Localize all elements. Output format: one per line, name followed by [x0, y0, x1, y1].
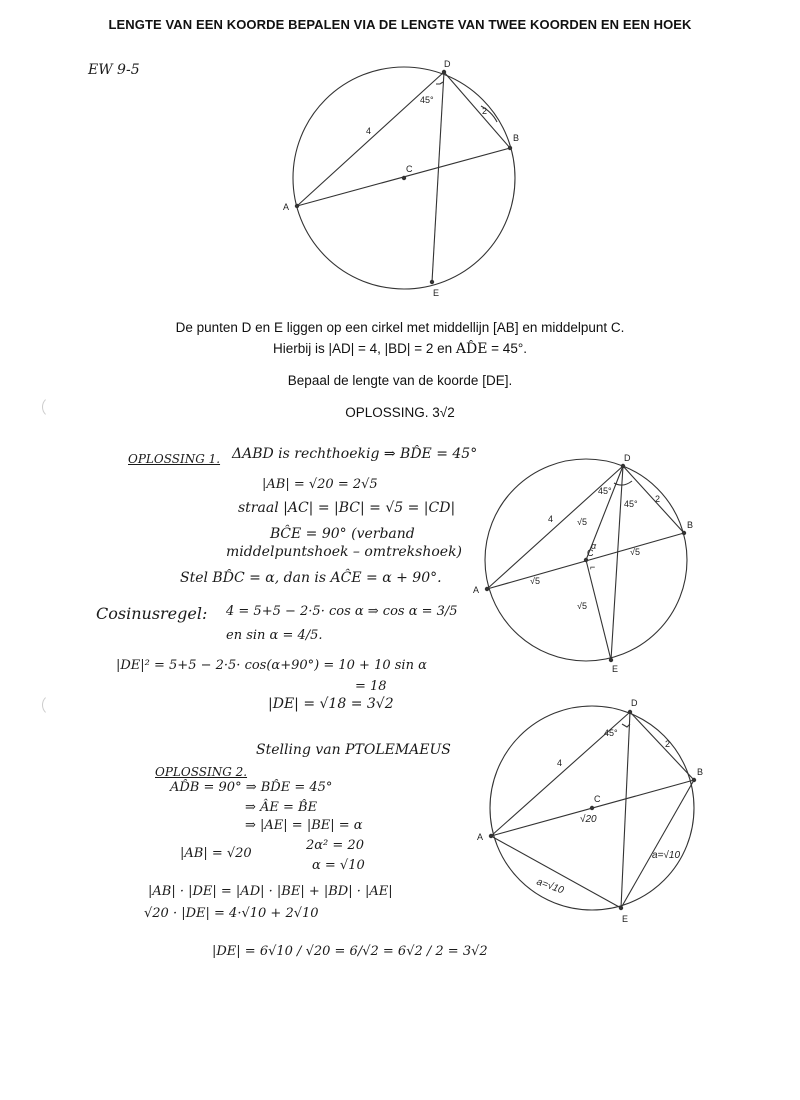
figure-3-label-a: A [477, 832, 484, 842]
figure-1-label-b: B [513, 133, 520, 143]
solution-2-line-4a: |AB| = √20 [180, 846, 252, 861]
solution-2-line-6: |AB| · |DE| = |AD| · |BE| + |BD| · |AE| [148, 884, 393, 899]
figure-2-radius-label-4: √5 [577, 601, 587, 611]
figure-1-length-bd: 2 [482, 106, 488, 116]
figure-3-chord-be [621, 780, 694, 908]
solution-1-line-7: 4 = 5+5 − 2·5· cos α ⇒ cos α = 3/5 [226, 604, 458, 619]
solution-2-line-2: ⇒ ÂE = B̂E [245, 800, 318, 815]
solution-2-line-7: √20 · |DE| = 4·√10 + 2√10 [144, 906, 319, 921]
figure-2-label-c: C [587, 548, 594, 558]
figure-3-length-ad: 4 [557, 758, 563, 768]
figure-3-chord-bd [630, 712, 694, 780]
figure-2-radius-label-3: √5 [530, 576, 540, 586]
answer-line [0, 405, 800, 420]
answer-label: OPLOSSING. [345, 405, 429, 420]
figure-3-chord-de [621, 712, 630, 908]
figure-2-chord-de [611, 466, 623, 660]
figure-2-length-ad: 4 [548, 514, 554, 524]
figure-2-angle-2: 45° [624, 499, 638, 509]
figure-1-label-c: C [406, 164, 413, 174]
figure-2-radius-label-2: √5 [630, 547, 640, 557]
figure-3-be-label: a=√10 [652, 850, 681, 861]
solution-1-label: OPLOSSING 1. [128, 452, 221, 466]
problem-line-2-prefix: Hierbij is |AD| = 4, |BD| = 2 en [273, 341, 456, 356]
figure-3-chord-ae [491, 836, 621, 908]
binder-hole-mark-top [42, 396, 64, 418]
exercise-reference: EW 9-5 [88, 62, 140, 78]
solution-2-line-5: α = √10 [312, 858, 365, 873]
solution-1-line-6: Stel BD̂C = α, dan is AĈE = α + 90°. [180, 570, 442, 586]
figure-2-label-b: B [687, 520, 694, 530]
figure-2-alpha-label: α [591, 541, 597, 551]
solution-2-heading: Stelling van PTOLEMAEUS [256, 742, 451, 758]
page-title: LENGTE VAN EEN KOORDE BEPALEN VIA DE LENGTE VAN TWEE KOORDEN EN EEN HOEK [108, 17, 692, 32]
answer-value: 3√2 [432, 405, 455, 420]
figure-3-angle-label: 45° [604, 728, 618, 738]
figure-1-label-d: D [444, 59, 451, 69]
solution-1-line-8: en sin α = 4/5. [226, 628, 323, 643]
solution-1-line-10: = 18 [355, 679, 387, 694]
figure-3-label-c: C [594, 794, 601, 804]
solution-1-line-5: middelpuntshoek – omtrekshoek) [226, 544, 463, 560]
figure-2-length-bd: 2 [655, 494, 661, 504]
figure-2-label-d: D [624, 453, 631, 463]
figure-3-label-e: E [622, 914, 629, 924]
solution-1-line-1: ΔABD is rechthoekig ⇒ BD̂E = 45° [232, 446, 478, 462]
figure-2-angle-1: 45° [598, 486, 612, 496]
problem-angle: AD̂E [455, 341, 488, 357]
solution-2-line-4b: 2α² = 20 [306, 838, 364, 853]
figure-3-ae-label: a=√10 [534, 876, 566, 897]
figure-1-label-e: E [433, 288, 440, 298]
figure-3-label-b: B [697, 767, 704, 777]
figure-1-angle-label: 45° [420, 95, 434, 105]
solution-2-line-3: ⇒ |AE| = |BE| = α [245, 818, 363, 833]
solution-2-line-8: |DE| = 6√10 / √20 = 6/√2 = 6√2 / 2 = 3√2 [212, 944, 488, 959]
problem-line-1: De punten D en E liggen op een cirkel met middellijn [AB] en middelpunt C. [175, 320, 625, 335]
solution-1-line-7-label: Cosinusregel: [96, 604, 208, 623]
solution-1-line-4: BĈE = 90° (verband [270, 526, 415, 542]
solution-1-line-9: |DE|² = 5+5 − 2·5· cos(α+90°) = 10 + 10 sin α [116, 658, 427, 673]
problem-line-3: Bepaal de lengte van de koorde [DE]. [287, 373, 513, 388]
figure-1-chord-de [432, 72, 444, 282]
figure-2-radius-label-1: √5 [577, 517, 587, 527]
figure-2-chord-ad [487, 466, 623, 589]
figure-3-label-d: D [631, 698, 638, 708]
solution-2-line-1: AD̂B = 90° ⇒ BD̂E = 45° [170, 780, 333, 795]
solution-1-line-11: |DE| = √18 = 3√2 [268, 696, 394, 712]
figure-2-radius-ce [586, 560, 611, 660]
figure-1-chord-bd [444, 72, 510, 148]
problem-line-2 [0, 341, 800, 357]
figure-2-right-angle-mark: ⌐ [590, 562, 596, 572]
figure-1-label-a: A [283, 202, 290, 212]
problem-line-2-suffix: = 45°. [487, 341, 527, 356]
solution-1-line-3: straal |AC| = |BC| = √5 = |CD| [238, 500, 456, 516]
figure-2-label-a: A [473, 585, 480, 595]
binder-hole-mark-bottom [42, 694, 64, 716]
figure-3-ab-label: √20 [580, 814, 597, 825]
figure-1-points [295, 70, 512, 284]
figure-3-length-bd: 2 [665, 739, 671, 749]
figure-1-angle-mark [436, 82, 443, 84]
solution-2-label: OPLOSSING 2. [155, 765, 248, 779]
figure-2-label-e: E [612, 664, 619, 674]
solution-1-line-2: |AB| = √20 = 2√5 [262, 477, 378, 492]
figure-1-length-ad: 4 [366, 126, 372, 136]
